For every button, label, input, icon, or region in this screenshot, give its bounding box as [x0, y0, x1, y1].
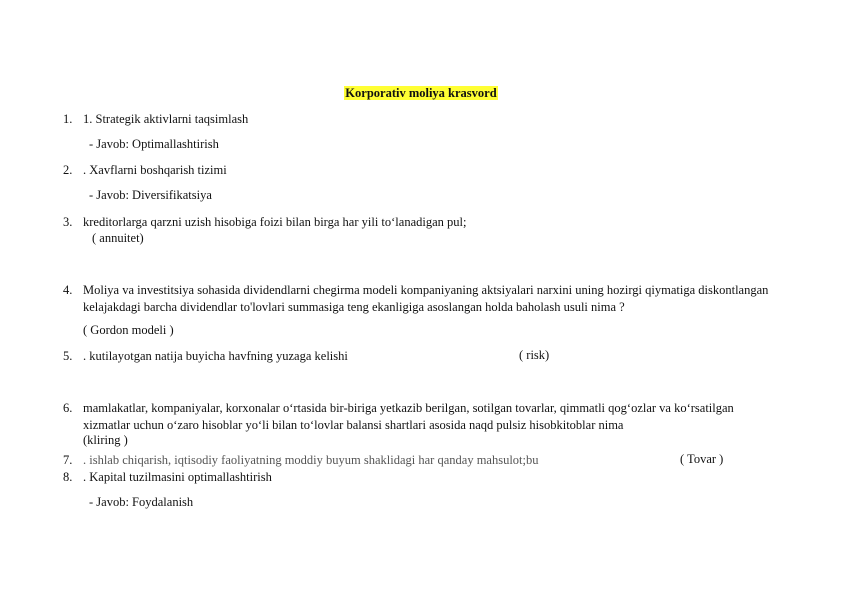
title-text: Korporativ moliya krasvord — [345, 86, 497, 100]
item-number: 4. — [63, 283, 73, 297]
item-number: 1. — [63, 112, 73, 126]
item-question: . kutilayotgan natija buyicha havfning yuzaga kelishi — [83, 349, 348, 363]
document-title — [0, 86, 842, 101]
item-question: Moliya va investitsiya sohasida dividendlarni chegirma modeli kompaniyaning aktsiyalari narxini uning hozirgi qiymatiga diskontlangan kelajakdagi barcha dividendlar to'lovlari summasiga teng ekanligiga asoslangan holda baholash usuli nima ? — [83, 283, 769, 314]
item-question: kreditorlarga qarzni uzish hisobiga foizi bilan birga har yili to‘lanadigan pul; — [83, 215, 467, 229]
item-number: 3. — [63, 215, 73, 229]
item-number: 8. — [63, 470, 73, 484]
item-question: mamlakatlar, kompaniyalar, korxonalar o‘rtasida bir-biriga yetkazib berilgan, sotilgan tovarlar, qimmatli qog‘ozlar va ko‘rsatilgan xizmatlar uchun o‘zaro hisoblar yo‘li bilan to‘lovlar balansi shartlari asosida naqd pulsiz hisobkitoblar nima — [83, 401, 734, 432]
item-7-answer: ( Tovar ) — [680, 452, 724, 466]
item-question: . Kapital tuzilmasini optimallashtirish — [83, 470, 272, 484]
item-2-answer: - Javob: Diversifikatsiya — [89, 188, 212, 202]
item-4-answer: ( Gordon modeli ) — [83, 323, 174, 337]
item-question: . Xavflarni boshqarish tizimi — [83, 163, 227, 177]
item-number: 6. — [63, 401, 73, 415]
item-number: 5. — [63, 349, 73, 363]
item-question: 1. Strategik aktivlarni taqsimlash — [83, 112, 249, 126]
item-number: 2. — [63, 163, 73, 177]
item-5-answer: ( risk) — [519, 348, 550, 362]
item-1-answer: - Javob: Optimallashtirish — [89, 137, 219, 151]
item-6-answer: (kliring ) — [83, 433, 128, 447]
item-number: 7. — [63, 453, 73, 467]
item-3-answer: ( annuitet) — [92, 231, 144, 245]
item-8-answer: - Javob: Foydalanish — [89, 495, 194, 509]
item-question: . ishlab chiqarish, iqtisodiy faoliyatning moddiy buyum shaklidagi har qanday mahsulot;bu — [83, 453, 539, 467]
